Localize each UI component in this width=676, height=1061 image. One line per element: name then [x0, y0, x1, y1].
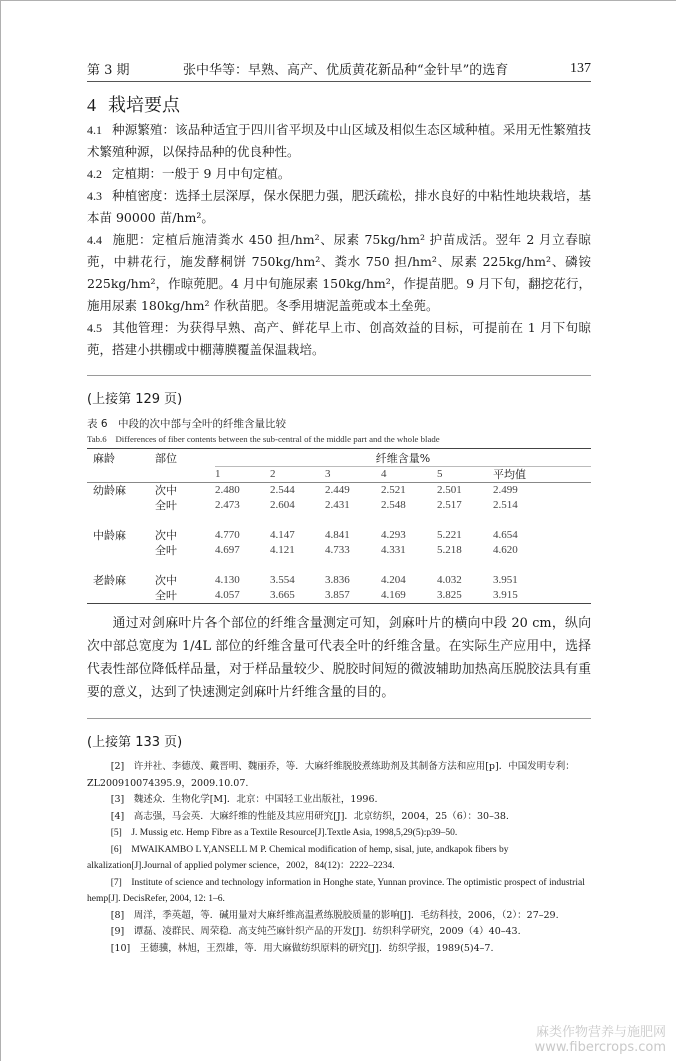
cell-value: 3.836	[325, 574, 350, 586]
cell-value: 3.825	[437, 589, 462, 601]
reference-item: [8] 周洋，季英超，等．碱用量对大麻纤维高温煮练脱胶质量的影响[J]．毛纺科技，2006，（2）：27–29.	[110, 909, 559, 921]
cell-part: 全叶	[155, 544, 177, 557]
reference-item: [6] MWAIKAMBO L Y,ANSELL M P. Chemical modification of hemp, sisal, jute, andkapok fibers by alkalization[J].Journal of applied polymer science，2002，84(12)：2222–2234.	[87, 844, 509, 871]
cell-value: 4.057	[215, 589, 240, 601]
cell-average: 2.514	[493, 499, 518, 511]
table-row	[87, 588, 591, 604]
cell-average: 3.915	[493, 589, 518, 601]
cell-part: 次中	[155, 574, 177, 587]
table-row	[87, 483, 591, 499]
cell-value: 5.221	[437, 529, 462, 541]
cell-value: 2.604	[270, 499, 295, 511]
table-caption-cn: 表 6 中段的次中部与全叶的纤维含量比较	[87, 418, 287, 430]
cell-value: 4.121	[270, 544, 295, 556]
cell-value: 2.548	[381, 499, 406, 511]
subsection-4-2	[87, 163, 591, 185]
fiber-content-table	[87, 448, 591, 604]
cell-value: 2.431	[325, 499, 350, 511]
col-header-sample: 3	[325, 467, 381, 483]
subsection-4-4	[87, 229, 591, 317]
cell-value: 4.169	[381, 589, 406, 601]
cell-part: 次中	[155, 484, 177, 497]
cell-average: 4.654	[493, 529, 518, 541]
subsection-text: 种源繁殖：该品种适宜于四川省平坝及中山区域及相似生态区域种植。采用无性繁殖技术繁殖种源，以保持品种的优良种性。	[87, 122, 591, 159]
cell-value: 4.733	[325, 544, 350, 556]
section-heading	[87, 92, 591, 119]
cell-value: 4.204	[381, 574, 406, 586]
cell-value: 4.331	[381, 544, 406, 556]
cell-average: 2.499	[493, 484, 518, 496]
section-number: 4	[87, 95, 96, 115]
subsection-number: 4.3	[87, 189, 102, 203]
cell-age-group: 老龄麻	[93, 574, 126, 587]
cell-value: 5.218	[437, 544, 462, 556]
col-header-sample: 1	[215, 467, 270, 483]
article-running-title: 张中华等：早熟、高产、优质黄花新品种“金针早”的选育	[183, 63, 509, 78]
table-row	[87, 513, 591, 543]
watermark	[1, 1017, 676, 1061]
watermark-site-name: 麻类作物营养与施肥网	[535, 1025, 666, 1040]
subsection-number: 4.2	[87, 167, 102, 181]
section-title: 栽培要点	[108, 95, 180, 116]
page-number: 137	[570, 61, 591, 76]
cell-value: 2.501	[437, 484, 462, 496]
reference-list	[87, 759, 591, 957]
subsection-number: 4.5	[87, 321, 102, 335]
col-header-age: 麻龄	[93, 452, 115, 465]
cell-value: 3.857	[325, 589, 350, 601]
cell-average: 4.620	[493, 544, 518, 556]
watermark-url: www.fibercrops.com	[534, 1040, 666, 1055]
reference-item: [10] 王德骥，林旭，王烈雄，等．用大麻做纺织原料的研究[J]．纺织学报，1989(5)4–7.	[110, 942, 494, 954]
cell-part: 次中	[155, 529, 177, 542]
subsection-text: 其他管理：为获得早熟、高产、鲜花早上市、创高效益的目标，可提前在 1 月下旬晾蔸，搭建小拱棚或中棚薄膜覆盖保温栽培。	[87, 320, 591, 357]
cell-value: 2.517	[437, 499, 462, 511]
reference-item: [7] Institute of science and technology information in Honghe state, Yunnan province. The optimistic prospect of industrial hemp[J]. DecisRefer, 2004, 12: 1–6.	[87, 877, 585, 904]
section-divider	[87, 718, 591, 719]
cell-value: 4.841	[325, 529, 350, 541]
continuation-note-129: (上接第 129 页)	[87, 392, 183, 407]
cell-value: 4.770	[215, 529, 240, 541]
cell-average: 3.951	[493, 574, 518, 586]
subsection-4-3	[87, 185, 591, 229]
col-header-sample: 4	[381, 467, 437, 483]
cell-value: 2.449	[325, 484, 350, 496]
cell-value: 2.521	[381, 484, 406, 496]
table-row	[87, 543, 591, 558]
cell-empty	[87, 543, 155, 558]
cell-value: 4.293	[381, 529, 406, 541]
cell-part: 全叶	[155, 589, 177, 602]
journal-page	[87, 1, 591, 1017]
subsection-number: 4.4	[87, 233, 102, 247]
table-caption-en: Tab.6 Differences of fiber contents between the sub-central of the middle part and the whole blade	[87, 434, 440, 444]
cell-empty	[87, 498, 155, 513]
running-header	[87, 55, 591, 82]
subsection-text: 定植期：一般于 9 月中旬定植。	[112, 166, 291, 181]
reference-item: [5] J. Mussig etc. Hemp Fibre as a Textile Resource[J].Textle Asia, 1998,5,29(5):p39–50.	[110, 828, 458, 838]
issue-number: 第 3 期	[87, 63, 130, 78]
cell-value: 4.697	[215, 544, 240, 556]
cell-age-group: 中龄麻	[93, 529, 126, 542]
cell-value: 2.473	[215, 499, 240, 511]
reference-item: [3] 魏述众．生物化学[M]．北京：中国轻工业出版社，1996.	[110, 794, 378, 805]
section-divider	[87, 375, 591, 376]
cell-value: 4.130	[215, 574, 240, 586]
col-header-sample: 2	[270, 467, 325, 483]
reference-item: [4] 高志强，马会英．大麻纤维的性能及其应用研究[J]．北京纺织，2004，25（6）：30–38.	[110, 810, 509, 822]
cell-value: 4.147	[270, 529, 295, 541]
cell-value: 2.544	[270, 484, 295, 496]
cell-value: 3.665	[270, 589, 295, 601]
subsection-text: 施肥：定植后施清粪水 450 担/hm²、尿素 75kg/hm² 护苗成活。翌年 2 月立春晾蔸，中耕花行，施发酵桐饼 750kg/hm²、粪水 750 担/hm²、尿素 225kg/hm²、磷铵 225kg/hm²，作晾蔸肥。4 月中旬施尿素 150kg/hm²，作提苗肥。9 月下旬，翻挖花行，施用尿素 180kg/hm² 作秋苗肥。冬季用塘泥盖蔸或本土垒蔸。	[87, 232, 591, 313]
table-body	[87, 483, 591, 604]
cell-value: 3.554	[270, 574, 295, 586]
cell-value: 2.480	[215, 484, 240, 496]
conclusion-paragraph: 通过对剑麻叶片各个部位的纤维含量测定可知，剑麻叶片的横向中段 20 cm，纵向次中部总宽度为 1/4L 部位的纤维含量可代表全叶的纤维含量。在实际生产应用中，选择代表性部位降低样品量，对于样品量较少、脱胶时间短的微波辅助加热高压脱胶法具有重要的意义，达到了快速测定剑麻叶片纤维含量的目的。	[87, 616, 591, 700]
continuation-note-133: (上接第 133 页)	[87, 735, 183, 750]
cell-age-group: 幼龄麻	[93, 484, 126, 497]
cell-empty	[87, 588, 155, 604]
subsection-4-1	[87, 119, 591, 163]
reference-item: [2] 许并社、李德茂、戴晋明、魏丽乔，等．大麻纤维脱胶煮练助剂及其制备方法和应用[p]．中国发明专利：ZL200910074395.9，2009.10.07.	[87, 761, 575, 789]
cell-value: 4.032	[437, 574, 462, 586]
reference-item: [9] 谭磊、凌群民、周荣稳．高支纯苎麻针织产品的开发[J]．纺织科学研究，2009（4）40–43.	[110, 926, 521, 937]
col-header-fiber-content: 纤维含量%	[375, 452, 431, 465]
subsection-4-5	[87, 317, 591, 361]
col-header-sample: 5	[437, 467, 493, 483]
cell-part: 全叶	[155, 499, 177, 512]
col-header-average: 平均值	[493, 467, 591, 483]
subsection-text: 种植密度：选择土层深厚，保水保肥力强，肥沃疏松，排水良好的中粘性地块栽培，基本苗 90000 苗/hm²。	[87, 188, 591, 225]
table-row	[87, 558, 591, 588]
col-header-part: 部位	[155, 452, 177, 465]
subsection-number: 4.1	[87, 123, 102, 137]
table-row	[87, 498, 591, 513]
